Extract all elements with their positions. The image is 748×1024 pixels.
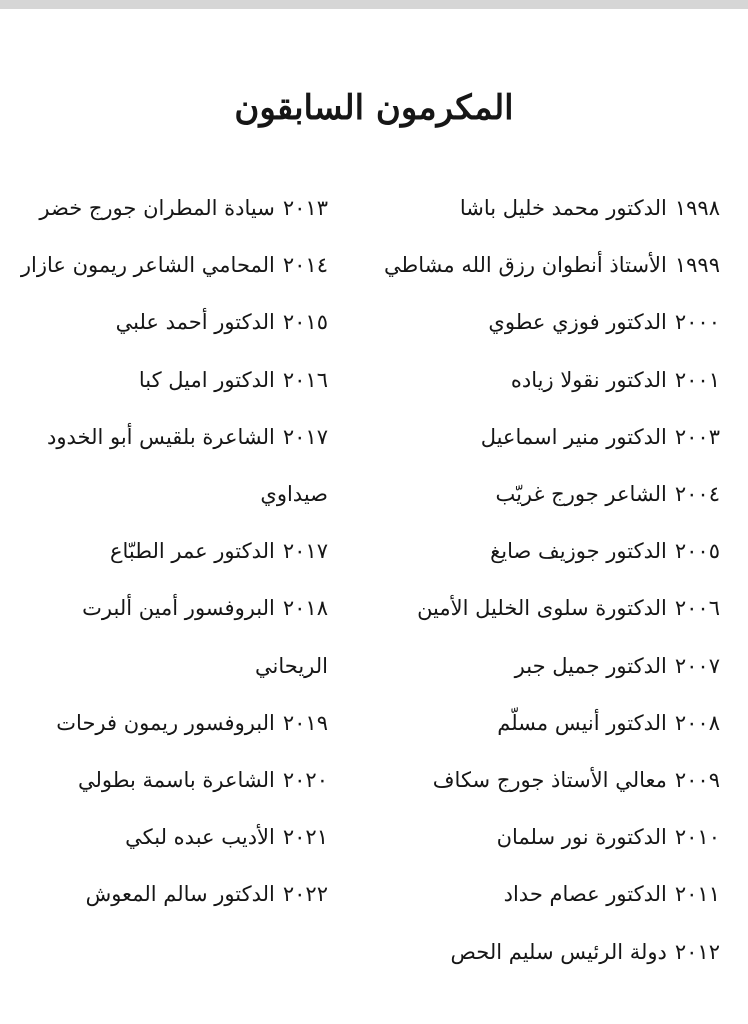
page-title: المكرمون السابقون [234, 88, 514, 128]
entry-name: الأستاذ أنطوان رزق الله مشاطي [384, 253, 667, 278]
entry-name: الشاعرة باسمة بطولي [77, 768, 275, 793]
list-item [23, 752, 328, 809]
entry-year: ٢٠١٧ [282, 539, 328, 564]
list-item [380, 523, 720, 580]
entry-name: الدكتور أنيس مسلّم [497, 710, 667, 735]
entry-name: الدكتور نقولا زياده [510, 367, 667, 392]
entry-year: ٢٠٠٤ [674, 482, 720, 507]
entry-year: ٢٠٠٥ [674, 539, 720, 564]
entry-year: ٢٠١١ [674, 882, 720, 907]
list-item [380, 866, 720, 923]
entry-name: الدكتور عصام حداد [503, 882, 667, 907]
entry-name: البروفسور ريمون فرحات [56, 710, 275, 735]
entry-year: ١٩٩٩ [674, 253, 720, 278]
list-item [23, 523, 328, 580]
entry-name: الدكتور سالم المعوش [85, 882, 275, 907]
entry-year: ٢٠١٣ [282, 196, 328, 220]
list-item [380, 294, 720, 351]
honorees-list-left [20, 180, 328, 924]
entry-year: ٢٠٠٦ [674, 596, 720, 621]
entry-year: ٢٠١٢ [674, 939, 720, 964]
entry-year: ٢٠١٦ [282, 367, 328, 392]
entry-year: ٢٠٢٢ [282, 882, 328, 907]
list-item [380, 180, 720, 237]
entry-name: دولة الرئيس سليم الحص [450, 939, 667, 964]
entry-year: ٢٠٠١ [674, 367, 720, 392]
list-item [380, 409, 720, 466]
entry-year: ٢٠١٤ [282, 253, 328, 278]
entry-name: المحامي الشاعر ريمون عازار [20, 253, 275, 278]
list-item [23, 580, 328, 694]
entry-year: ٢٠٢٠ [282, 768, 328, 793]
entry-year: ٢٠٠٣ [674, 424, 720, 449]
list-item [380, 237, 720, 294]
entry-year: ٢٠١٧ [282, 424, 328, 449]
list-item [380, 580, 720, 637]
entry-name: الشاعرة بلقيس أبو الخدود صيداوي [47, 424, 328, 507]
entry-name: الدكتور اميل كبا [138, 367, 275, 392]
list-item [23, 352, 328, 409]
entry-year: ١٩٩٨ [674, 196, 720, 220]
list-item [23, 809, 328, 866]
entry-year: ٢٠٠٠ [674, 310, 720, 335]
entry-year: ٢٠١٥ [282, 310, 328, 335]
list-item [23, 294, 328, 351]
entry-name: الدكتور أحمد علبي [115, 310, 275, 335]
entry-name: الدكتور جميل جبر [514, 653, 667, 678]
list-item [380, 924, 720, 981]
entry-name: البروفسور أمين ألبرت الريحاني [82, 596, 328, 678]
entry-year: ٢٠٢١ [282, 825, 328, 850]
list-item [380, 752, 720, 809]
entry-year: ٢٠٠٧ [674, 653, 720, 678]
list-item [380, 695, 720, 752]
list-item [23, 409, 328, 523]
list-item [20, 237, 328, 294]
entry-name: الدكتورة نور سلمان [496, 825, 667, 850]
entry-name: الدكتور فوزي عطوي [488, 310, 667, 335]
entry-name: سيادة المطران جورج خضر [39, 196, 275, 220]
list-item [380, 352, 720, 409]
entry-year: ٢٠١٨ [282, 596, 328, 621]
entry-name: الدكتورة سلوى الخليل الأمين [417, 596, 667, 621]
list-item [23, 866, 328, 923]
entry-name: الدكتور منير اسماعيل [480, 424, 667, 449]
honorees-list-right [380, 180, 720, 981]
entry-year: ٢٠٠٩ [674, 768, 720, 793]
entry-name: الأديب عبده لبكي [125, 825, 275, 850]
entry-name: الشاعر جورج غريّب [495, 482, 667, 507]
list-item [23, 180, 328, 237]
entry-year: ٢٠١٩ [282, 710, 328, 735]
top-border [0, 0, 748, 9]
entry-year: ٢٠١٠ [674, 825, 720, 850]
list-item [380, 638, 720, 695]
entry-name: الدكتور عمر الطبّاع [109, 539, 275, 564]
entry-name: الدكتور محمد خليل باشا [459, 196, 667, 220]
entry-year: ٢٠٠٨ [674, 710, 720, 735]
list-item [380, 809, 720, 866]
list-item [380, 466, 720, 523]
entry-name: معالي الأستاذ جورج سكاف [432, 768, 667, 793]
list-item [23, 695, 328, 752]
entry-name: الدكتور جوزيف صايغ [490, 539, 667, 564]
